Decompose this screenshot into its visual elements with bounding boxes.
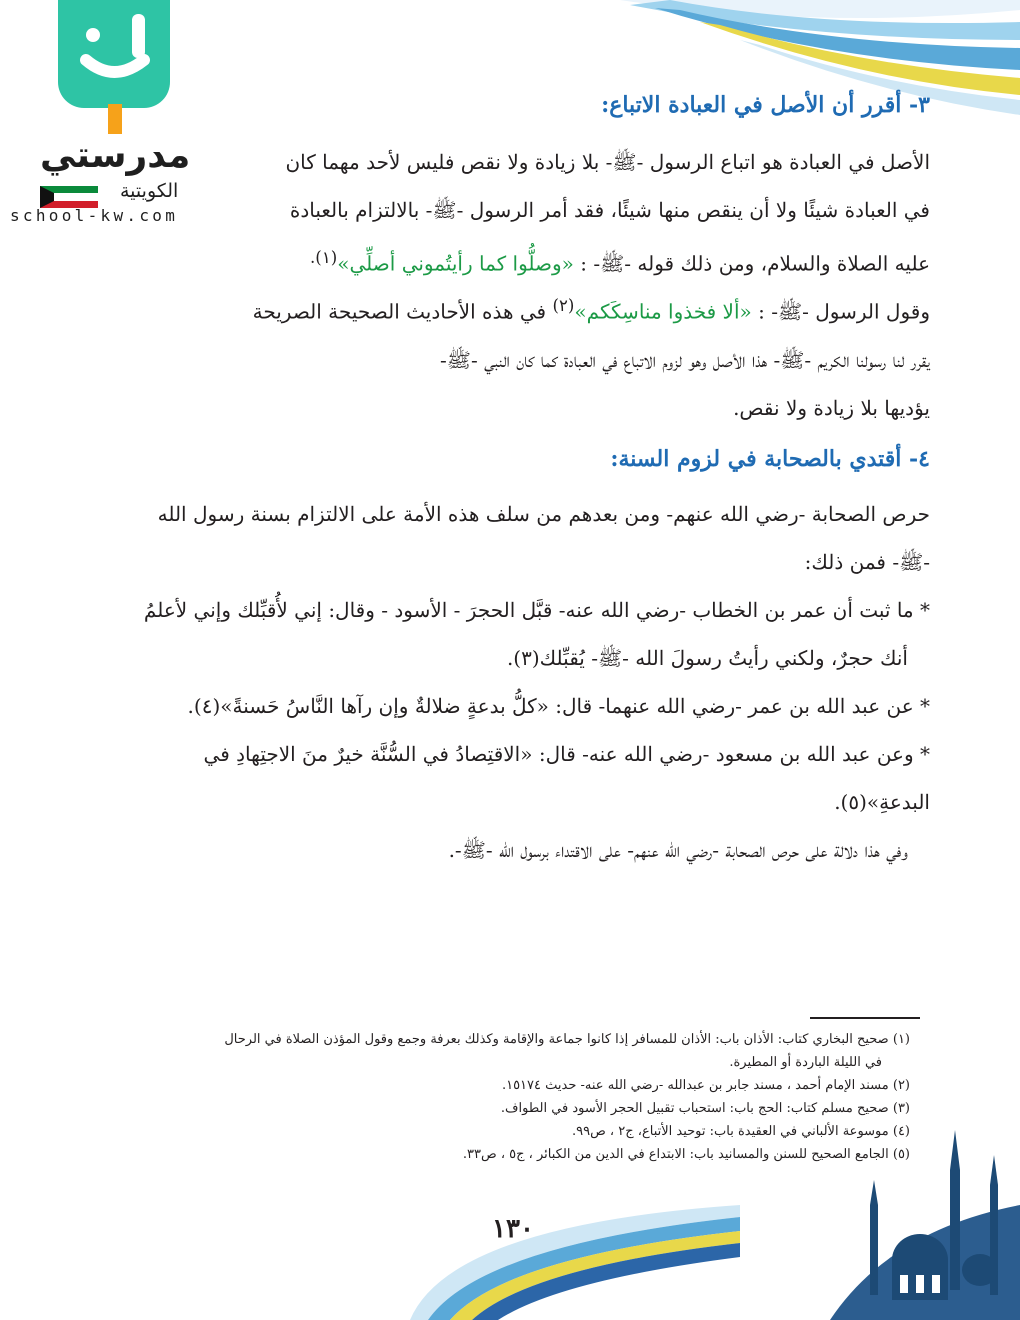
footnote-separator [810,1017,920,1019]
closing-line: وفي هذا دلالة على حرص الصحابة -رضي الله عنهم- على الاقتداء برسول الله -ﷺ-. [448,838,908,862]
section-3-heading: ٣- أقرر أن الأصل في العبادة الاتباع: [601,92,930,118]
madrasati-logo [10,0,225,225]
section-3-line-4 [120,282,930,336]
bullet-umar-continued: أنك حجرٌ، ولكني رأيتُ رسولَ الله -ﷺ- يُقبِّلك(٣). [506,646,908,670]
line-4-start: وقول الرسول -ﷺ- : [758,299,930,324]
footnote-1: (١) صحيح البخاري كتاب: الأذان باب: الأذان للمسافر إذا كانوا جماعة والإقامة وكذلك بعرفة وجمع وقول المؤذن الصلاة في الرحال [224,1032,910,1047]
section-4-intro-line-2: -ﷺ- فمن ذلك: [804,550,930,574]
footnote-1-continued: في الليلة الباردة أو المطيرة. [729,1055,882,1070]
hadith-quote-2: «ألا فخذوا مناسِكَكم» [574,299,752,324]
section-3-continued [120,282,930,432]
section-3-line-6: يؤديها بلا زيادة ولا نقص. [733,395,930,420]
mosque-skyline-icon [830,1110,1020,1320]
section-3-line-5: يقرر لنا رسولنا الكريم -ﷺ- هذا الأصل وهو لزوم الاتباع في العبادة كما كان النبي -ﷺ- [440,347,930,372]
page-number: ١٣٠ [492,1214,534,1244]
line-4-end: في هذه الأحاديث الصحيحة الصريحة [252,299,547,324]
section-3-line-1: الأصل في العبادة هو اتباع الرسول -ﷺ- بلا زيادة ولا نقص فليس لأحد مهما كان [285,150,930,174]
footnote-3: (٣) صحيح مسلم كتاب: الحج باب: استحباب تقبيل الحجر الأسود في الطواف. [500,1101,910,1116]
bullet-ibn-masud: * وعن عبد الله بن مسعود -رضي الله عنه- قال: «الاقتِصادُ في السُّنَّة خيرٌ منَ الاجتِهادِ في البدعةِ»(٥). [203,742,930,814]
footnote-ref-1: (١). [310,248,338,267]
footnote-2: (٢) مسند الإمام أحمد ، مسند جابر بن عبدالله -رضي الله عنه- حديث ١٥١٧٤. [501,1078,910,1093]
footnotes [110,1028,910,1166]
section-4-body [140,490,930,874]
footnote-4: (٤) موسوعة الألباني في العقيدة باب: توحيد الأتباع، ج٢ ، ص٩٩. [571,1124,910,1139]
logo-subtitle: الكويتية [120,180,179,202]
hadith-quote-1: «وصلُّوا كما رأيتُموني أصلِّي» [337,251,574,276]
logo-url: school-kw.com [10,206,179,225]
logo-book-icon [58,0,170,108]
bottom-decorative-swoosh [410,1205,740,1320]
section-3-line-3 [235,234,930,288]
section-3-line-2: في العبادة شيئًا ولا أن ينقص منها شيئًا، فقد أمر الرسول -ﷺ- بالالتزام بالعبادة [289,198,930,222]
footnote-5: (٥) الجامع الصحيح للسنن والمسانيد باب: الابتداع في الدين من الكبائر ، ج٥ ، ص٣٣. [462,1147,910,1162]
logo-name: مدرستي [40,135,191,176]
section-4-intro-line-1: حرص الصحابة -رضي الله عنهم- ومن بعدهم من سلف هذه الأمة على الالتزام بسنة رسول الله [157,502,930,526]
logo-bookmark-icon [108,104,122,134]
footnote-ref-2: (٢) [552,296,575,315]
bullet-ibn-umar: * عن عبد الله بن عمر -رضي الله عنهما- قال: «كلُّ بدعةٍ ضلالةٌ وإن رآها النَّاسُ حَسنةً»(٤). [187,694,930,718]
section-4-heading: ٤- أقتدي بالصحابة في لزوم السنة: [610,446,930,472]
kuwait-flag-icon [40,186,98,208]
bullet-umar: * ما ثبت أن عمر بن الخطاب -رضي الله عنه- قبَّل الحجرَ - الأسود - وقال: إني لأُقبِّلك وإني لأعلمُ [143,598,930,622]
line-3-text: عليه الصلاة والسلام، ومن ذلك قوله -ﷺ- : [580,251,930,276]
section-3-body [235,138,930,288]
